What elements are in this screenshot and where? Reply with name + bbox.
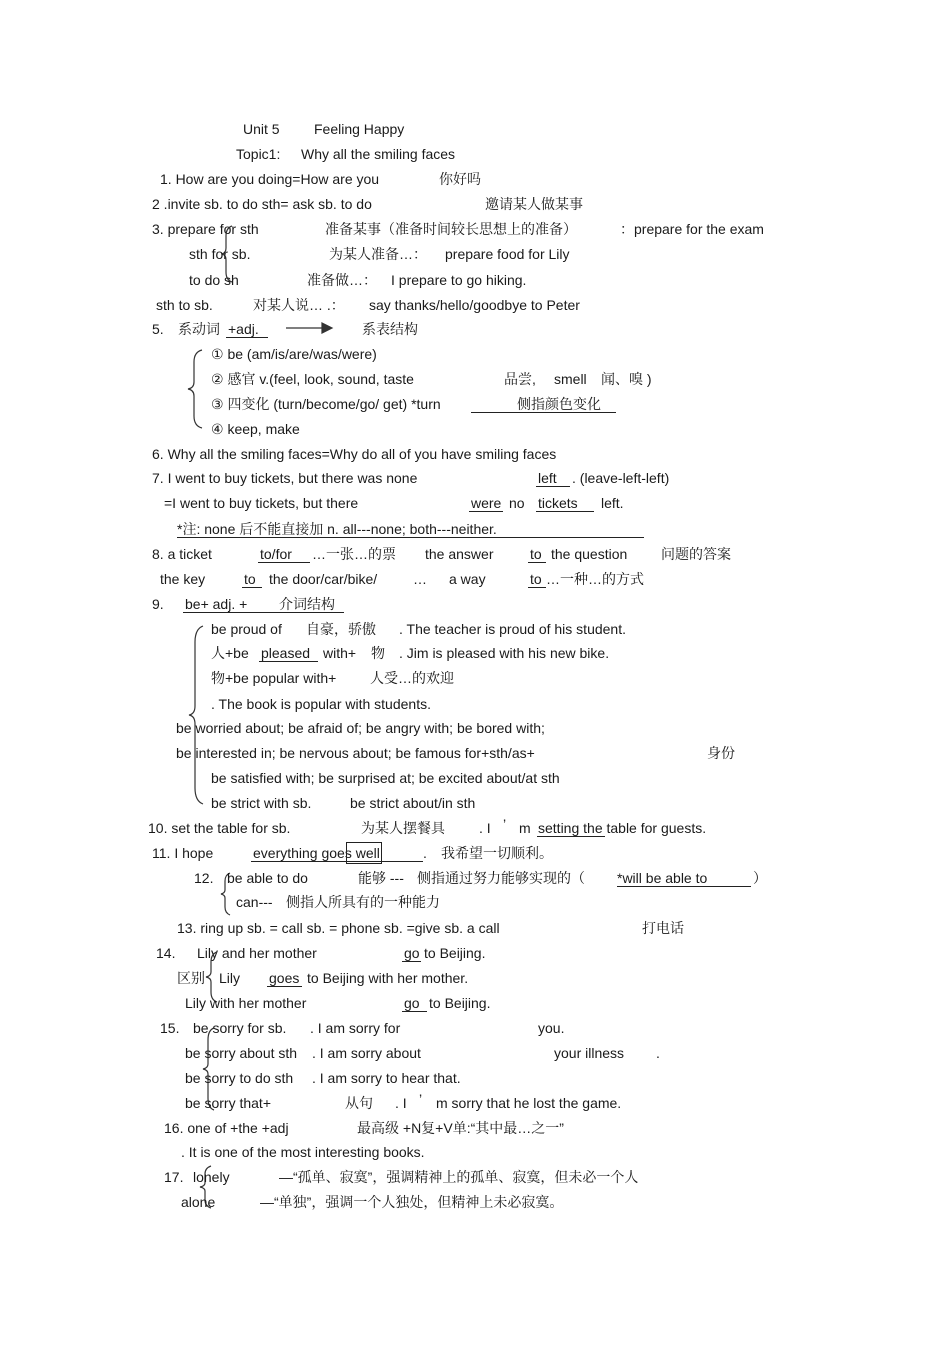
- item-9-brace: [189, 626, 207, 804]
- item-9-line-6-b: 身份: [707, 745, 735, 761]
- item-15-line-1: be sorry for sb.: [193, 1020, 287, 1036]
- item-3-sub-2-meaning: 准备做…：: [307, 272, 377, 288]
- item-10-text: 10. set the table for sb.: [148, 820, 291, 836]
- item-7-left: left.: [601, 495, 624, 511]
- item-9-line-1-meaning: 自豪，骄傲: [306, 621, 376, 637]
- item-13-meaning: 打电话: [642, 920, 684, 936]
- item-3-meaning: 准备某事（准备时间较长思想上的准备）: [325, 221, 577, 237]
- item-16-meaning: 最高级 +N复+V单:“其中最…之一”: [357, 1120, 564, 1136]
- item-15-line-2: be sorry about sth: [185, 1045, 298, 1061]
- item-8-question: the question: [551, 546, 628, 562]
- item-5-line-2-c: smell: [554, 371, 587, 387]
- item-14-line-3: Lily with her mother: [185, 995, 307, 1011]
- item-8-way-meaning: …一种…的方式: [546, 571, 644, 587]
- item-7-no: no: [509, 495, 525, 511]
- item-8-answer: the answer: [425, 546, 494, 562]
- item-5-adj: +adj.: [228, 321, 259, 337]
- item-7-answer: left: [538, 470, 557, 486]
- item-5-line-2: ② 感官 v.(feel, look, sound, taste: [211, 371, 414, 387]
- item-14-line-2: Lily: [219, 970, 241, 986]
- item-15-line-2-example: . I am sorry about: [312, 1045, 421, 1061]
- item-15-line-4-i: . I: [395, 1095, 407, 1111]
- item-5-line-3-b: 侧指颜色变化: [517, 396, 601, 412]
- item-8-to-1-underline: [528, 562, 546, 563]
- item-9-line-7: be satisfied with; be surprised at; be excited about/at sth: [211, 770, 560, 786]
- item-9-line-8-a: be strict with sb.: [211, 795, 312, 811]
- item-3-text: 3. prepare for sth: [152, 221, 259, 237]
- item-11-answer: everything goes well: [253, 845, 380, 861]
- item-7-note: *注: none 后不能直接加 n. all---none; both---neither.: [177, 521, 497, 537]
- item-9-underline: [183, 612, 344, 613]
- item-10-i: . I: [479, 820, 491, 836]
- item-16-text: 16. one of +the +adj: [164, 1120, 289, 1136]
- item-9-line-1: be proud of: [211, 621, 282, 637]
- item-5-underline: [226, 337, 268, 338]
- item-17-lonely-meaning: —“孤单、寂寞”，强调精神上的孤单、寂寞，但未必一个人: [279, 1169, 639, 1185]
- item-9-line-8-b: be strict about/in sth: [350, 795, 476, 811]
- item-3-sub-2-example: I prepare to go hiking.: [391, 272, 527, 288]
- item-2-text: 2 .invite sb. to do sth= ask sb. to do: [152, 196, 372, 212]
- item-11-meaning: 我希望一切顺利。: [441, 845, 553, 861]
- item-15-line-3: be sorry to do sth: [185, 1070, 294, 1086]
- item-7-were: were: [471, 495, 502, 511]
- item-2-meaning: 邀请某人做某事: [485, 196, 583, 212]
- item-3-sub-1-example: prepare food for Lily: [445, 246, 570, 262]
- item-9-line-2-a: 人+be: [211, 645, 249, 661]
- item-15-line-4-clause: 从句: [345, 1095, 373, 1111]
- item-11-box: [346, 842, 382, 864]
- item-7-note-forms: . (leave-left-left): [572, 470, 670, 486]
- item-9-line-1-example: . The teacher is proud of his student.: [399, 621, 626, 637]
- item-14-line-1-end: to Beijing.: [424, 945, 486, 961]
- item-5-line-3: ③ 四变化 (turn/become/go/ get) *turn: [211, 396, 441, 412]
- item-9-line-2-c: with+: [323, 645, 357, 661]
- item-14-go-2-underline: [402, 1011, 427, 1012]
- item-8-to-2-underline: [242, 587, 262, 588]
- item-17-number: 17.: [164, 1169, 184, 1185]
- item-8-to-3-underline: [528, 587, 546, 588]
- item-3-sub-2: to do sh: [189, 272, 239, 288]
- item-1-text: 1. How are you doing=How are you: [160, 171, 380, 187]
- item-8-to-for-underline: [258, 562, 310, 563]
- item-14-label: 区别: [177, 970, 205, 986]
- item-15-line-2-answer: your illness: [554, 1045, 625, 1061]
- item-3-example: ：prepare for the exam: [620, 221, 764, 237]
- item-9-line-5: be worried about; be afraid of; be angry with; be bored with;: [176, 720, 545, 736]
- item-5-line-2-d: 闻、嗅 ): [601, 371, 652, 387]
- item-9-pattern: be+ adj. +: [185, 596, 248, 612]
- item-14-line-3-end: to Beijing.: [429, 995, 491, 1011]
- item-3-sub-1-meaning: 为某人准备…：: [329, 246, 427, 262]
- item-5-brace: [188, 350, 206, 428]
- item-3-sub-1: sth for sb.: [189, 246, 251, 262]
- item-9-number: 9.: [152, 596, 164, 612]
- item-14-line-2-end: to Beijing with her mother.: [307, 970, 469, 986]
- item-7-note-underline: [177, 537, 644, 538]
- item-11-text: 11. I hope: [152, 845, 214, 861]
- item-15-line-4: be sorry that+: [185, 1095, 271, 1111]
- unit-title: Feeling Happy: [314, 121, 405, 137]
- item-11-underline: [251, 861, 423, 862]
- item-15-line-4-example: m sorry that he lost the game.: [436, 1095, 622, 1111]
- item-9-line-3-b: 人受…的欢迎: [370, 670, 454, 686]
- item-12-future: *will be able to: [617, 870, 708, 886]
- item-7-tickets-underline: [536, 511, 594, 512]
- item-12-meaning: 侧指通过努力能够实现的（: [417, 870, 585, 886]
- item-8-door: the door/car/bike/: [269, 571, 378, 587]
- item-8-to-1: to: [530, 546, 542, 562]
- item-1-meaning: 你好吗: [439, 171, 481, 187]
- arrow-right-icon: [286, 322, 334, 334]
- item-5-number: 5.: [152, 321, 164, 337]
- item-14-number: 14.: [156, 945, 176, 961]
- item-7-rewrite: =I went to buy tickets, but there: [164, 495, 359, 511]
- item-10-underline: [537, 836, 605, 837]
- item-9-line-3-a: 物+be popular with+: [211, 670, 337, 686]
- item-8-answer-meaning: 问题的答案: [661, 546, 731, 562]
- item-8-key: the key: [160, 571, 206, 587]
- item-5-meaning: 系表结构: [362, 321, 418, 337]
- item-12-can: can---: [236, 894, 273, 910]
- item-5-line-2-b: 品尝,: [504, 371, 536, 387]
- item-10-apostrophe: ’: [503, 816, 507, 832]
- item-8-ticket-meaning: …一张…的票: [312, 546, 396, 562]
- item-10-m: m: [519, 820, 531, 836]
- item-4-example: say thanks/hello/goodbye to Peter: [369, 297, 580, 313]
- item-8-ellipsis: …: [413, 571, 427, 587]
- item-13-text: 13. ring up sb. = call sb. = phone sb. =give sb. a call: [177, 920, 500, 936]
- item-12-can-meaning: 侧指人所具有的一种能力: [286, 894, 440, 910]
- item-4-meaning: 对某人说… .：: [253, 297, 345, 313]
- item-5-label: 系动词: [178, 321, 220, 337]
- item-12-close: ）: [753, 870, 767, 886]
- item-15-line-3-example: . I am sorry to hear that.: [312, 1070, 461, 1086]
- item-17-lonely: lonely: [193, 1169, 230, 1185]
- item-14-go-1: go: [404, 945, 420, 961]
- topic-label: Topic1:: [236, 146, 281, 162]
- item-5-line-4: ④ keep, make: [211, 421, 300, 437]
- item-11-period: .: [423, 845, 427, 861]
- item-10-example: setting the table for guests.: [538, 820, 707, 836]
- item-8-to-2: to: [244, 571, 256, 587]
- item-12-number: 12.: [194, 870, 214, 886]
- item-14-line-1: Lily and her mother: [197, 945, 317, 961]
- item-7-text: 7. I went to buy tickets, but there was none: [152, 470, 418, 486]
- item-9-line-4: . The book is popular with students.: [211, 696, 431, 712]
- item-4-text: sth to sb.: [156, 297, 213, 313]
- item-15-line-2-period: .: [656, 1045, 660, 1061]
- item-9-pattern-meaning: 介词结构: [279, 596, 335, 612]
- item-6-text: 6. Why all the smiling faces=Why do all of you have smiling faces: [152, 446, 557, 462]
- item-12-label: 能够 ---: [358, 870, 404, 886]
- item-5-line-1: ① be (am/is/are/was/were): [211, 346, 377, 362]
- item-8-to-for: to/for: [260, 546, 292, 562]
- item-8-way: a way: [449, 571, 486, 587]
- item-15-line-4-apostrophe: ’: [419, 1091, 423, 1107]
- item-14-goes: goes: [269, 970, 300, 986]
- topic-title: Why all the smiling faces: [301, 146, 456, 162]
- item-9-line-6: be interested in; be nervous about; be famous for+sth/as+: [176, 745, 535, 761]
- item-7-were-underline: [469, 511, 503, 512]
- item-9-line-2-d: 物: [371, 645, 385, 661]
- item-7-tickets: tickets: [538, 495, 578, 511]
- item-10-meaning: 为某人摆餐具: [361, 820, 445, 836]
- item-12-underline: [617, 886, 751, 887]
- item-8-to-3: to: [530, 571, 542, 587]
- item-5-line-3-underline: [471, 412, 616, 413]
- item-9-line-2-e: . Jim is pleased with his new bike.: [399, 645, 610, 661]
- item-9-line-2-b: pleased: [261, 645, 311, 661]
- item-17-alone: alone: [181, 1194, 216, 1210]
- item-15-line-1-answer: you.: [538, 1020, 565, 1036]
- item-17-alone-meaning: —“单独”，强调一个人独处，但精神上未必寂寞。: [260, 1194, 564, 1210]
- item-14-goes-underline: [267, 986, 302, 987]
- item-16-example: . It is one of the most interesting books.: [181, 1144, 425, 1160]
- unit-label: Unit 5: [243, 121, 280, 137]
- item-15-line-1-example: . I am sorry for: [310, 1020, 401, 1036]
- item-15-number: 15.: [160, 1020, 180, 1036]
- item-9-pleased-underline: [259, 661, 318, 662]
- item-7-answer-underline: [536, 486, 570, 487]
- item-8-text: 8. a ticket: [152, 546, 212, 562]
- item-14-go-1-underline: [402, 961, 421, 962]
- item-14-go-2: go: [404, 995, 420, 1011]
- item-12-phrase: be able to do: [227, 870, 308, 886]
